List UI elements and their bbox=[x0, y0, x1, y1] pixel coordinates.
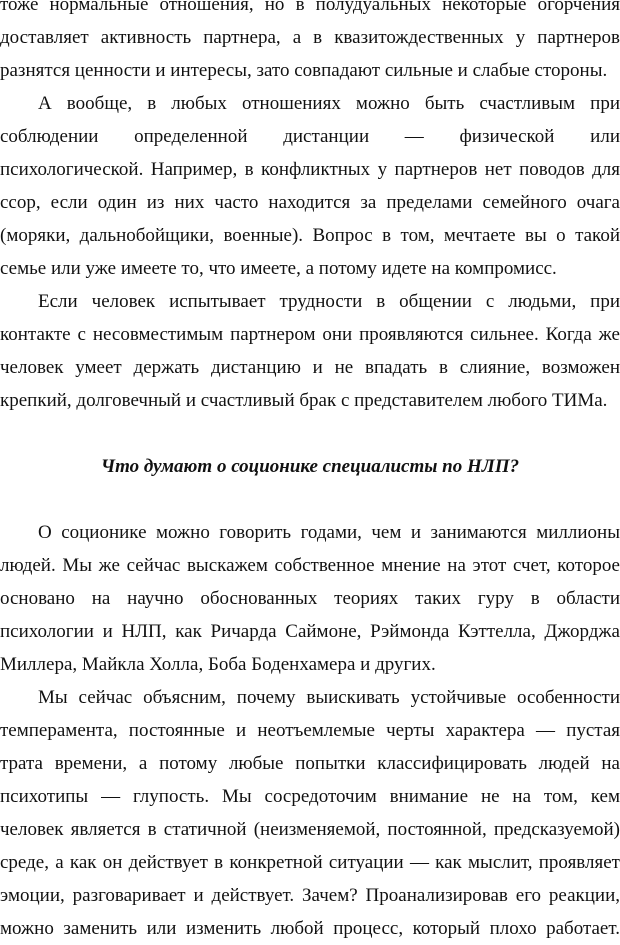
text-line: соблюдении определенной дистанции — физической или bbox=[0, 126, 620, 147]
text-line: Мы сейчас объясним, почему выискивать устойчивые особенности bbox=[38, 687, 620, 708]
paragraph bbox=[0, 516, 620, 681]
text-line: крепкий, долговечный и счастливый брак с представителем любого ТИМа. bbox=[0, 390, 608, 411]
text-line: среде, а как он действует в конкретной ситуации — как мыслит, проявляет bbox=[0, 852, 620, 873]
spacer bbox=[0, 417, 620, 450]
text-line: ссор, если один из них часто находится за пределами семейного очага bbox=[0, 192, 620, 213]
spacer bbox=[0, 483, 620, 516]
paragraph bbox=[0, 285, 620, 417]
text-line: А вообще, в любых отношениях можно быть счастливым при bbox=[38, 93, 620, 114]
text-line: доставляет активность партнера, а в квазитождественных у партнеров bbox=[0, 27, 620, 48]
text-line: темперамента, постоянные и неотъемлемые черты характера — пустая bbox=[0, 720, 620, 741]
text-line: человек умеет держать дистанцию и не впадать в слияние, возможен bbox=[0, 357, 620, 378]
paragraph bbox=[0, 681, 620, 945]
text-line: эмоции, разговаривает и действует. Зачем? Проанализировав его реакции, bbox=[0, 885, 620, 906]
text-line: трата времени, а потому любые попытки классифицировать людей на bbox=[0, 753, 620, 774]
text-line: людей. Мы же сейчас выскажем собственное мнение на этот счет, которое bbox=[0, 555, 620, 576]
text-line: психотипы — глупость. Мы сосредоточим внимание не на том, кем bbox=[0, 786, 620, 807]
paragraph bbox=[0, 87, 620, 285]
text-line: (моряки, дальнобойщики, военные). Вопрос в том, мечтаете вы о такой bbox=[0, 225, 620, 246]
text-line: разнятся ценности и интересы, зато совпадают сильные и слабые стороны. bbox=[0, 60, 608, 81]
text-line: основано на научно обоснованных теориях таких гуру в области bbox=[0, 588, 620, 609]
text-line: психологической. Например, в конфликтных у партнеров нет поводов для bbox=[0, 159, 620, 180]
text-line: О соционике можно говорить годами, чем и занимаются миллионы bbox=[38, 522, 620, 543]
text-line: человек является в статичной (неизменяемой, постоянной, предсказуемой) bbox=[0, 819, 620, 840]
text-line: психологии и НЛП, как Ричарда Саймоне, Рэймонда Кэттелла, Джорджа bbox=[0, 621, 620, 642]
text-line: семье или уже имеете то, что имеете, а потому идете на компромисс. bbox=[0, 258, 557, 279]
section-heading: Что думают о соционике специалисты по НЛП? bbox=[100, 456, 520, 477]
paragraph bbox=[0, 0, 620, 87]
text-line: Миллера, Майкла Холла, Боба Боденхамера и других. bbox=[0, 654, 436, 675]
text-line: Если человек испытывает трудности в общении с людьми, при bbox=[38, 291, 620, 312]
text-line: тоже нормальные отношения, но в полудуальных некоторые огорчения bbox=[0, 0, 620, 15]
text-line: контакте с несовместимым партнером они проявляются сильнее. Когда же bbox=[0, 324, 620, 345]
text-line: можно заменить или изменить любой процесс, который плохо работает. bbox=[0, 918, 620, 939]
